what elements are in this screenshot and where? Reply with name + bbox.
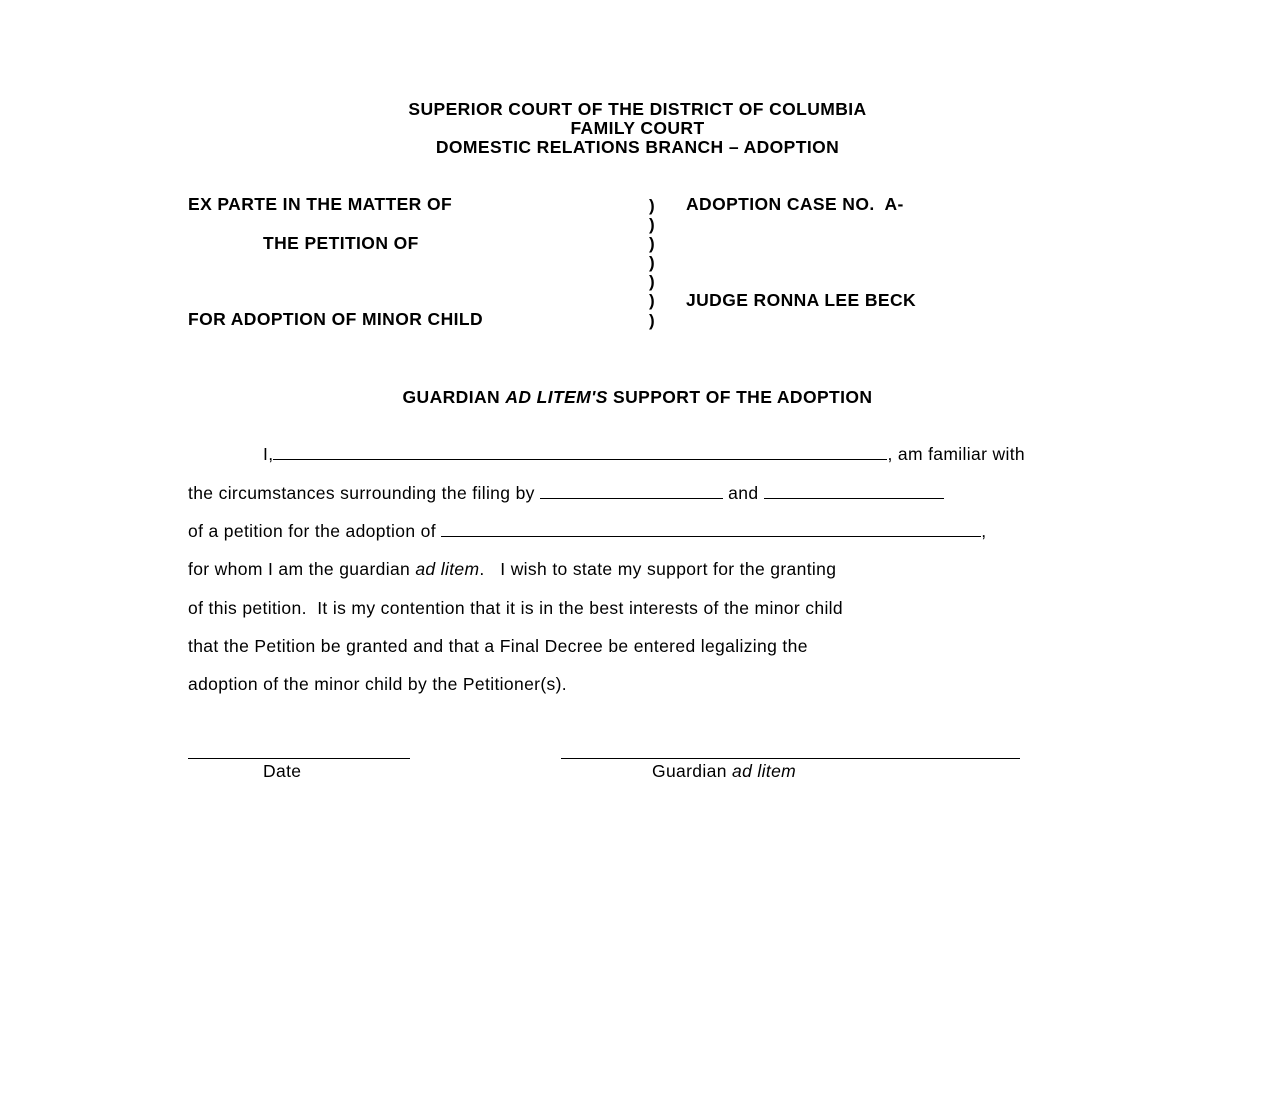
caption-paren: ) (649, 253, 655, 272)
guardian-label: Guardian ad litem (652, 761, 797, 781)
judge-name: JUDGE RONNA LEE BECK (686, 290, 917, 310)
body-line-1: I, , am familiar with (263, 444, 1026, 464)
body-line-6: that the Petition be granted and that a Final Decree be entered legalizing the (188, 636, 808, 656)
caption-paren: ) (649, 196, 655, 215)
petitioner-2-blank[interactable] (764, 483, 944, 499)
petitioner-1-blank[interactable] (540, 483, 723, 499)
caption-paren: ) (649, 311, 655, 330)
caption-ex-parte: EX PARTE IN THE MATTER OF (188, 194, 453, 214)
document-title: GUARDIAN AD LITEM'S SUPPORT OF THE ADOPTION (402, 387, 873, 407)
body-line-2: the circumstances surrounding the filing by and (188, 483, 944, 503)
court-name: SUPERIOR COURT OF THE DISTRICT OF COLUMBIA (408, 99, 867, 119)
court-division: FAMILY COURT (570, 118, 705, 138)
guardian-signature-line[interactable] (561, 758, 1020, 759)
body-line-5: of this petition. It is my contention that it is in the best interests of the minor child (188, 598, 843, 618)
caption-paren: ) (649, 234, 655, 253)
guardian-name-blank[interactable] (273, 444, 887, 460)
date-signature-line[interactable] (188, 758, 410, 759)
court-branch: DOMESTIC RELATIONS BRANCH – ADOPTION (435, 137, 840, 157)
child-name-blank[interactable] (441, 521, 981, 537)
caption-paren: ) (649, 291, 655, 310)
body-line-7: adoption of the minor child by the Petitioner(s). (188, 674, 568, 694)
case-number: ADOPTION CASE NO. A- (686, 194, 904, 214)
date-label: Date (263, 761, 302, 781)
caption-petition-of: THE PETITION OF (263, 233, 419, 253)
caption-paren: ) (649, 272, 655, 291)
caption-paren: ) (649, 215, 655, 234)
caption-minor-child: FOR ADOPTION OF MINOR CHILD (188, 309, 483, 329)
body-line-3: of a petition for the adoption of , (188, 521, 987, 541)
body-line-4: for whom I am the guardian ad litem. I wish to state my support for the granting (188, 559, 837, 579)
